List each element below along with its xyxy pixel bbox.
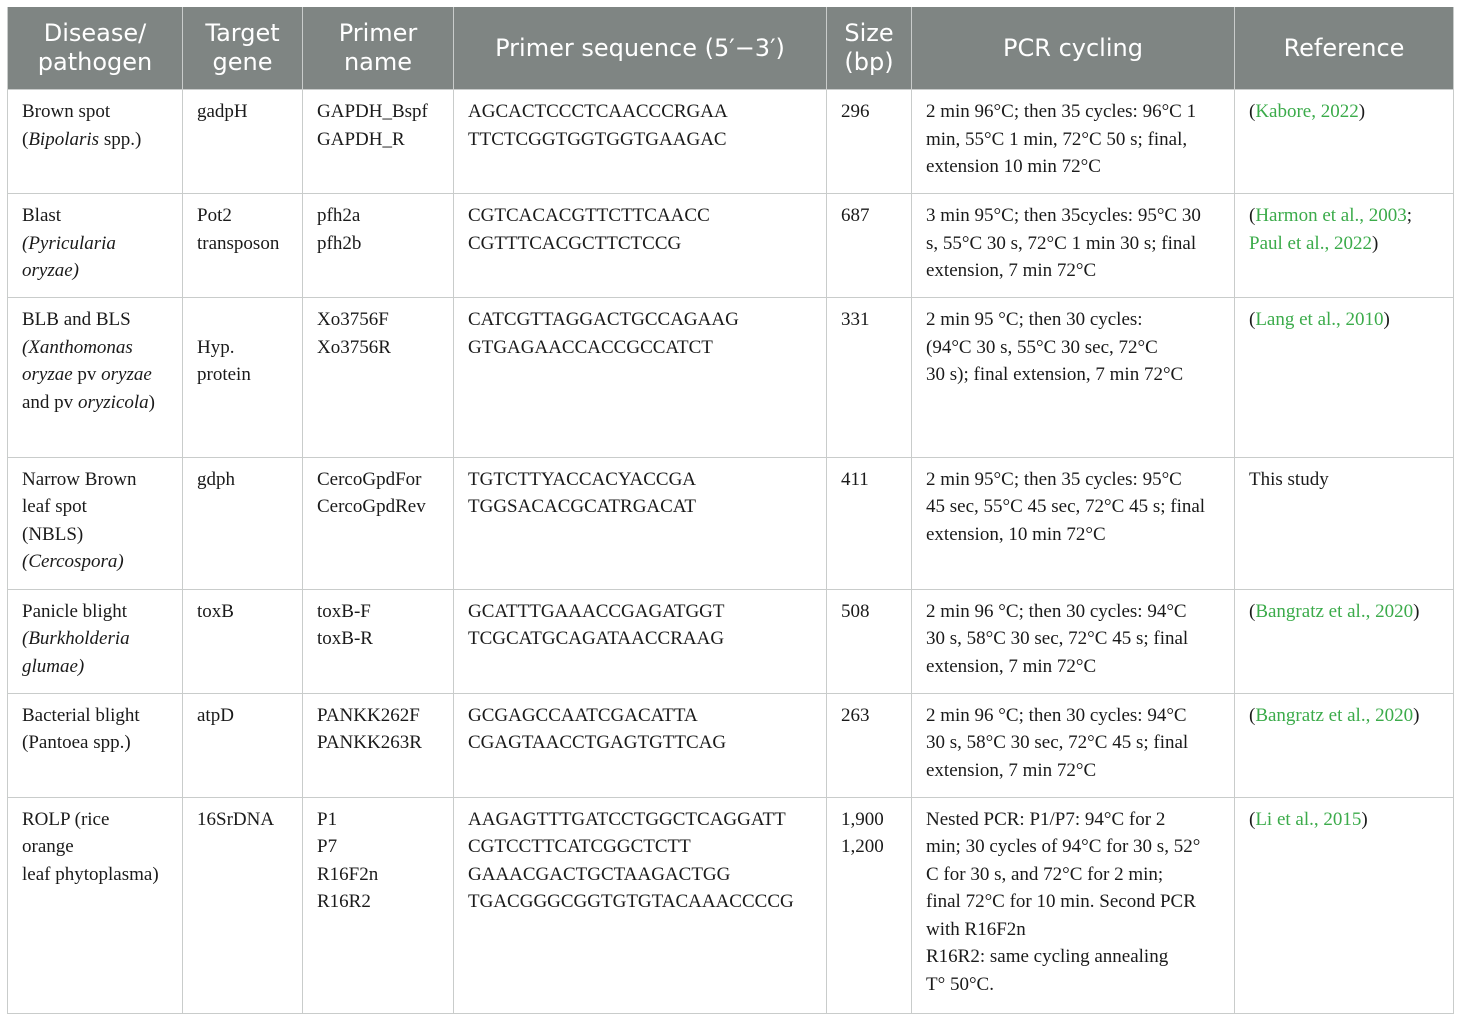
cell-primer-sequence: AGCACTCCCTCAACCCRGAA TTCTCGGTGGTGGTGAAGAC (454, 90, 827, 194)
cell-primer-name: Xo3756F Xo3756R (303, 298, 454, 458)
primer-table (7, 7, 1454, 1014)
cell-primer-sequence: CATCGTTAGGACTGCCAGAAG GTGAGAACCACCGCCATCT (454, 298, 827, 458)
header-pcr-cycling: PCR cycling (912, 7, 1235, 90)
reference-link[interactable]: Paul et al., 2022 (1249, 232, 1372, 254)
cell-pcr-cycling: 2 min 95°C; then 35 cycles: 95°C 45 sec, 55°C 45 sec, 72°C 45 s; final extension, 10 min 72°C (912, 457, 1235, 589)
cell-target-gene: Hyp. protein (183, 298, 303, 458)
cell-pcr-cycling: 2 min 96°C; then 35 cycles: 96°C 1 min, 55°C 1 min, 72°C 50 s; final, extension 10 min 72°C (912, 90, 1235, 194)
header-row (8, 7, 1454, 90)
cell-pcr-cycling: 3 min 95°C; then 35cycles: 95°C 30 s, 55°C 30 s, 72°C 1 min 30 s; final extension, 7 min 72°C (912, 194, 1235, 298)
cell-size: 687 (827, 194, 912, 298)
cell-size: 508 (827, 589, 912, 693)
cell-reference: (Kabore, 2022) (1235, 90, 1454, 194)
cell-disease: ROLP (rice orange leaf phytoplasma) (8, 797, 183, 1013)
cell-reference: (Bangratz et al., 2020) (1235, 589, 1454, 693)
cell-primer-name: pfh2a pfh2b (303, 194, 454, 298)
cell-disease: Panicle blight (Burkholderia glumae) (8, 589, 183, 693)
table-row (8, 90, 1454, 194)
header-primer-name: Primer name (303, 7, 454, 90)
cell-target-gene: gadpH (183, 90, 303, 194)
reference-link[interactable]: Harmon et al., 2003 (1255, 205, 1407, 226)
header-size: Size (bp) (827, 7, 912, 90)
cell-primer-sequence: CGTCACACGTTCTTCAACC CGTTTCACGCTTCTCCG (454, 194, 827, 298)
header-disease: Disease/ pathogen (8, 7, 183, 90)
header-reference: Reference (1235, 7, 1454, 90)
cell-target-gene: atpD (183, 693, 303, 797)
cell-primer-sequence: GCATTTGAAACCGAGATGGT TCGCATGCAGATAACCRAAG (454, 589, 827, 693)
cell-target-gene: gdph (183, 457, 303, 589)
cell-target-gene: toxB (183, 589, 303, 693)
reference-link[interactable]: Bangratz et al., 2020 (1255, 704, 1414, 726)
cell-disease: Narrow Brown leaf spot (NBLS) (Cercospora) (8, 457, 183, 589)
cell-reference: (Lang et al., 2010) (1235, 298, 1454, 458)
reference-link[interactable]: Lang et al., 2010 (1255, 309, 1384, 330)
cell-primer-name: toxB-F toxB-R (303, 589, 454, 693)
table-row (8, 298, 1454, 458)
cell-pcr-cycling: 2 min 96 °C; then 30 cycles: 94°C 30 s, 58°C 30 sec, 72°C 45 s; final extension, 7 min 72°C (912, 589, 1235, 693)
cell-pcr-cycling: 2 min 95 °C; then 30 cycles: (94°C 30 s, 55°C 30 sec, 72°C 30 s); final extension, 7 min 72°C (912, 298, 1235, 458)
table-row (8, 693, 1454, 797)
cell-pcr-cycling: Nested PCR: P1/P7: 94°C for 2 min; 30 cycles of 94°C for 30 s, 52° C for 30 s, and 72°C for 2 min; final 72°C for 10 min. Second PCR with R16F2n R16R2: same cycling annealing T° 50°C. (912, 797, 1235, 1013)
cell-primer-name: CercoGpdFor CercoGpdRev (303, 457, 454, 589)
cell-primer-sequence: TGTCTTYACCACYACCGA TGGSACACGCATRGACAT (454, 457, 827, 589)
header-primer-sequence: Primer sequence (5′−3′) (454, 7, 827, 90)
cell-disease: Blast (Pyricularia oryzae) (8, 194, 183, 298)
table-row (8, 797, 1454, 1013)
cell-reference: (Bangratz et al., 2020) (1235, 693, 1454, 797)
cell-primer-name: PANKK262F PANKK263R (303, 693, 454, 797)
cell-size: 1,900 1,200 (827, 797, 912, 1013)
cell-size: 296 (827, 90, 912, 194)
reference-link[interactable]: Kabore, 2022 (1255, 101, 1359, 122)
table-row (8, 194, 1454, 298)
cell-reference: (Harmon et al., 2003; Paul et al., 2022) (1235, 194, 1454, 298)
cell-size: 411 (827, 457, 912, 589)
cell-target-gene: Pot2 transposon (183, 194, 303, 298)
reference-link[interactable]: Bangratz et al., 2020 (1255, 600, 1414, 622)
cell-disease: BLB and BLS (Xanthomonas oryzae pv oryzae and pv oryzicola) (8, 298, 183, 458)
cell-primer-name: P1 P7 R16F2n R16R2 (303, 797, 454, 1013)
cell-disease: Bacterial blight (Pantoea spp.) (8, 693, 183, 797)
cell-primer-name: GAPDH_Bspf GAPDH_R (303, 90, 454, 194)
cell-reference: This study (1235, 457, 1454, 589)
cell-primer-sequence: AAGAGTTTGATCCTGGCTCAGGATT CGTCCTTCATCGGCTCTT GAAACGACTGCTAAGACTGG TGACGGGCGGTGTGTACAAACCCCG (454, 797, 827, 1013)
cell-target-gene: 16SrDNA (183, 797, 303, 1013)
table-row (8, 457, 1454, 589)
table-row (8, 589, 1454, 693)
reference-link[interactable]: Li et al., 2015 (1255, 808, 1362, 830)
cell-disease: Brown spot (Bipolaris spp.) (8, 90, 183, 194)
cell-primer-sequence: GCGAGCCAATCGACATTA CGAGTAACCTGAGTGTTCAG (454, 693, 827, 797)
header-target-gene: Target gene (183, 7, 303, 90)
cell-size: 263 (827, 693, 912, 797)
cell-reference: (Li et al., 2015) (1235, 797, 1454, 1013)
cell-pcr-cycling: 2 min 96 °C; then 30 cycles: 94°C 30 s, 58°C 30 sec, 72°C 45 s; final extension, 7 min 72°C (912, 693, 1235, 797)
cell-size: 331 (827, 298, 912, 458)
